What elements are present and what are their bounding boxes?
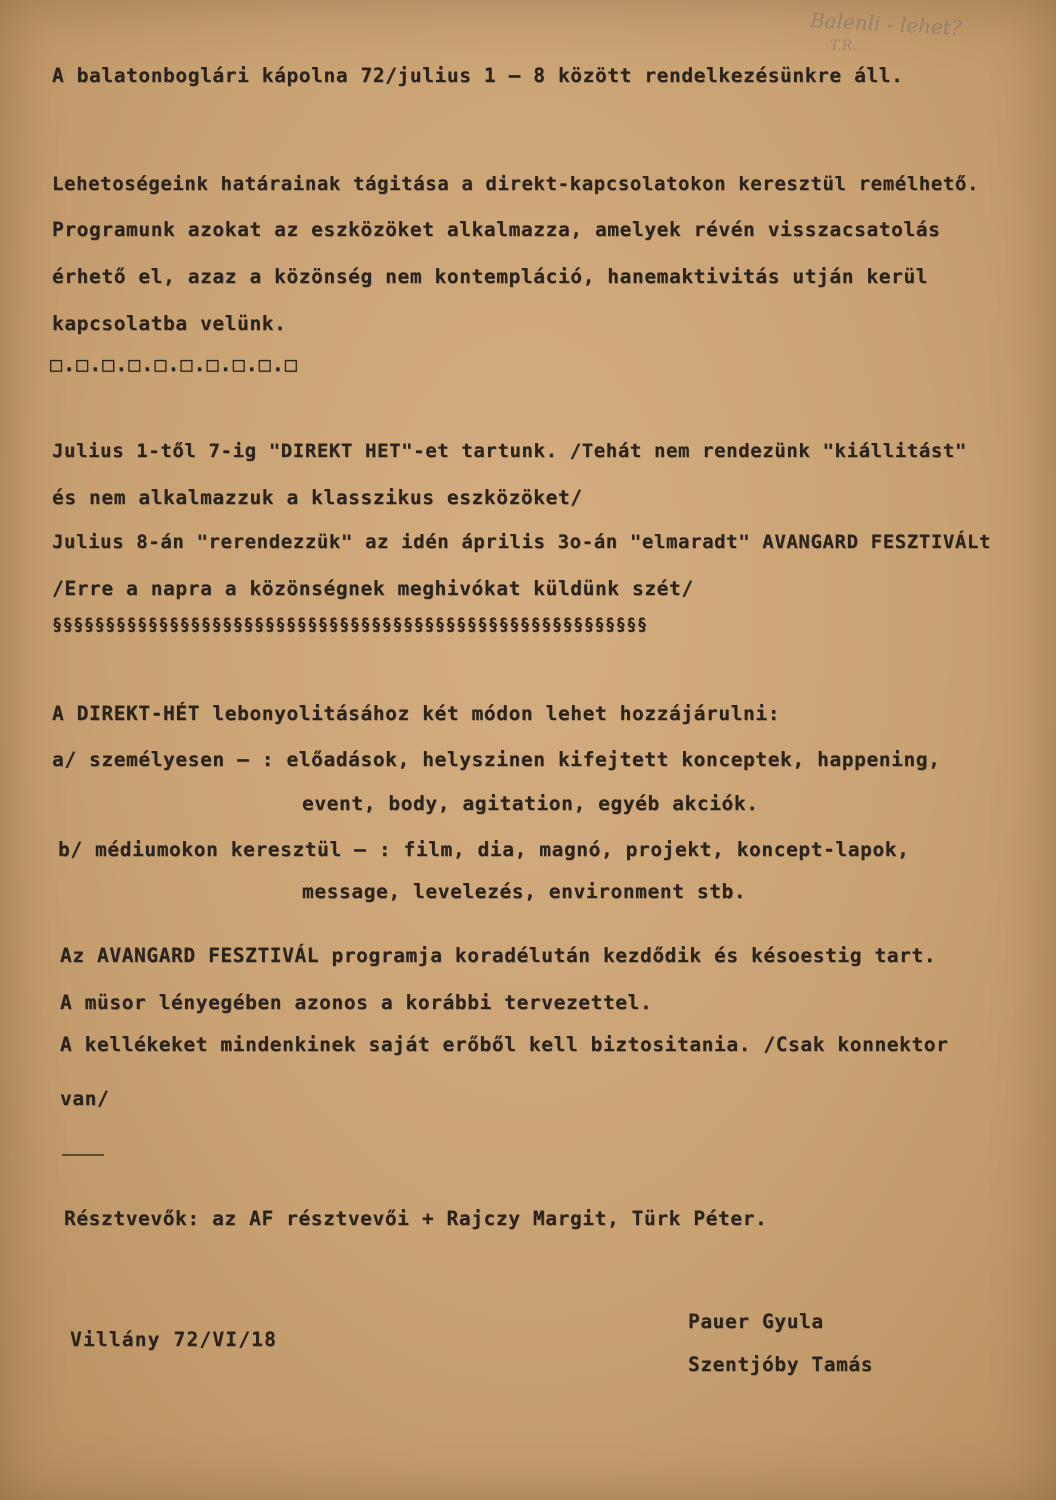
- option-b-line2: message, levelezés, environment stb.: [302, 880, 747, 903]
- short-rule: [62, 1154, 104, 1156]
- option-b-line1: b/ médiumokon keresztül — : film, dia, magnó, projekt, koncept-lapok,: [58, 838, 910, 861]
- pencil-annotation-sub: T.R.: [830, 38, 857, 54]
- opening-line: A balatonboglári kápolna 72/julius 1 — 8 között rendelkezésünkre áll.: [52, 64, 904, 87]
- festival-line3: A kellékeket mindenkinek saját erőből kell biztositania. /Csak konnektor: [60, 1033, 949, 1056]
- paragraph1-line3: érhető el, azaz a közönség nem kontempláció, hanemaktivitás utján kerül: [52, 265, 929, 288]
- paragraph1-line2: Programunk azokat az eszközöket alkalmazza, amelyek révén visszacsatolás: [52, 218, 941, 241]
- paragraph2-line1: Julius 1-től 7-ig "DIREKT HET"-et tartunk. /Tehát nem rendezünk "kiállitást": [52, 440, 967, 462]
- section-separator: §§§§§§§§§§§§§§§§§§§§§§§§§§§§§§§§§§§§§§§§§§§§§§§§§§§§§§§§: [52, 615, 648, 635]
- place-and-date: Villány 72/VI/18: [70, 1328, 278, 1351]
- paragraph1-line1: Lehetoségeink határainak tágitása a direkt-kapcsolatokon keresztül remélhető.: [52, 173, 979, 195]
- signature-2: Szentjóby Tamás: [688, 1353, 874, 1376]
- paragraph1-line4: kapcsolatba velünk.: [52, 312, 287, 335]
- paragraph3-intro: A DIREKT-HÉT lebonyolitásához két módon lehet hozzájárulni:: [52, 702, 781, 725]
- paragraph2-line4: /Erre a napra a közönségnek meghivókat küldünk szét/: [52, 577, 694, 600]
- signature-1: Pauer Gyula: [688, 1310, 824, 1333]
- option-a-line1: a/ személyesen — : előadások, helyszinen kifejtett konceptek, happening,: [52, 748, 941, 771]
- festival-line1: Az AVANGARD FESZTIVÁL programja koradélután kezdődik és késoestig tart.: [60, 944, 937, 967]
- participants-line: Résztvevők: az AF résztvevői + Rajczy Margit, Türk Péter.: [64, 1207, 768, 1230]
- festival-line2: A müsor lényegében azonos a korábbi tervezettel.: [60, 991, 653, 1014]
- box-separator: □.□.□.□.□.□.□.□.□.□: [50, 352, 298, 376]
- option-a-line2: event, body, agitation, egyéb akciók.: [302, 792, 759, 815]
- festival-line4: van/: [60, 1087, 110, 1110]
- paragraph2-line2: és nem alkalmazzuk a klasszikus eszközöket/: [52, 486, 583, 509]
- pencil-annotation: Balenli - lehet?: [809, 8, 963, 40]
- paragraph2-line3: Julius 8-án "rerendezzük" az idén április 3o-án "elmaradt" AVANGARD FESZTIVÁLt: [52, 531, 992, 553]
